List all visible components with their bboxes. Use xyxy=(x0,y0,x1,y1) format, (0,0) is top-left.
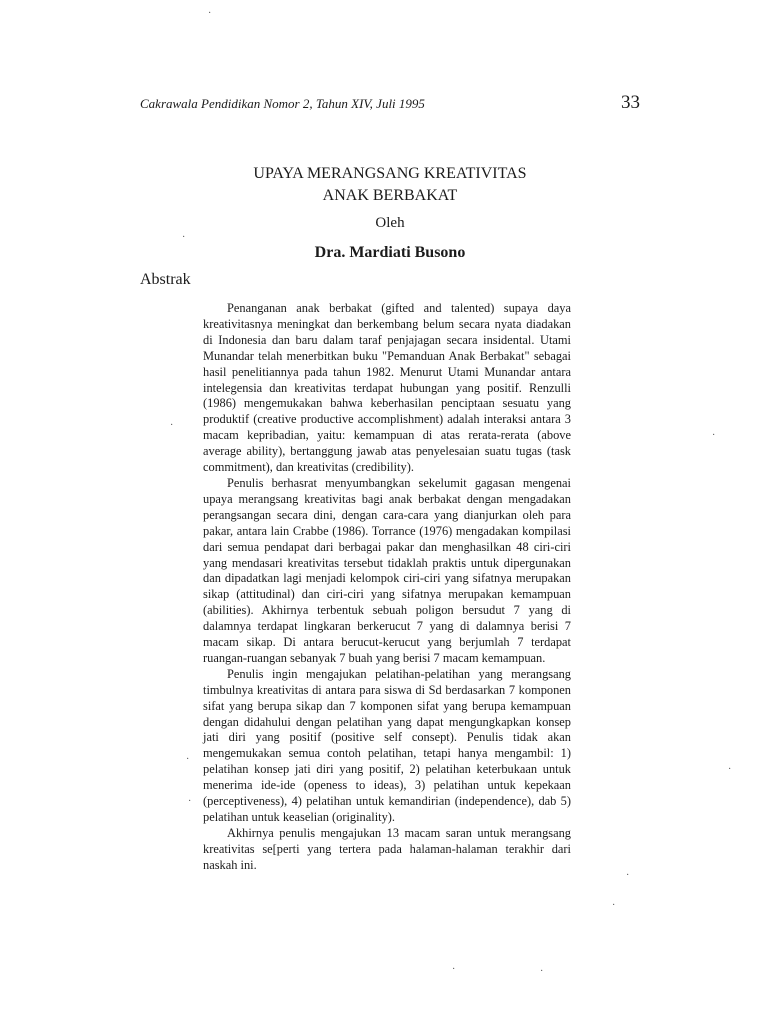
abstract-paragraph-3: Penulis ingin mengajukan pelatihan-pelatihan yang merangsang timbulnya kreativitas di antara para siswa di Sd berdasarkan 7 komponen sifat yang berupa sikap dan 7 komponen sifat yang berupa kemampuan dengan didahului dengan pelatihan yang dapat mengungkapkan konsep jati diri yang positif (positive self consept). Penulis tidak akan mengemukakan semua contoh pelatihan, tetapi hanya mengambil: 1) pelatihan konsep jati diri yang positif, 2) pelatihan keterbukaan untuk menerima ide-ide (openess to ideas), 3) pelatihan untuk kepekaan (perceptiveness), 4) pelatihan untuk kemandirian (independence), dab 5) pelatihan untuk keaselian (originality). xyxy=(203,666,571,824)
journal-citation: Cakrawala Pendidikan Nomor 2, Tahun XIV, Juli 1995 xyxy=(140,96,425,111)
abstract-heading: Abstrak xyxy=(140,271,191,288)
scan-speck: · xyxy=(626,870,630,881)
article-title-line-2: ANAK BERBAKAT xyxy=(322,187,458,204)
scan-speck: · xyxy=(186,754,190,765)
scan-speck: · xyxy=(452,964,456,975)
running-header xyxy=(140,92,640,118)
abstract-paragraph-2: Penulis berhasrat menyumbangkan sekelumit gagasan mengenai upaya merangsang kreativitas bagi anak berbakat dengan mengadakan perangsangan secara dini, dengan cara-cara yang dianjurkan oleh para pakar, antara lain Crabbe (1986). Torrance (1976) mengadakan kompilasi dari semua pendapat dari berbagai pakar dan menghasilkan 48 ciri-ciri yang mendasari kreativitas tersebut tidaklah praktis untuk dipergunakan dan dipadatkan lagi menjadi kelompok ciri-ciri yang sifatnya merupakan sikap (attitudinal) dan ciri-ciri yang sifatnya merupakan kemampuan (abilities). Akhirnya terbentuk sebuah poligon bersudut 7 yang di dalamnya terdapat lingkaran berkerucut 7 yang di dalamnya berisi 7 macam sikap. Di antara berucut-kerucut yang berjumlah 7 terdapat ruangan-ruangan sebanyak 7 buah yang berisi 7 macam kemampuan. xyxy=(203,475,571,665)
scan-speck: · xyxy=(540,966,544,977)
page-number: 33 xyxy=(621,92,640,113)
abstract-paragraph-4: Akhirnya penulis mengajukan 13 macam saran untuk merangsang kreativitas se[perti yang tertera pada halaman-halaman terakhir dari naskah ini. xyxy=(203,825,571,872)
byline-oleh: Oleh xyxy=(375,215,405,231)
scan-speck: · xyxy=(170,420,174,431)
scan-speck: · xyxy=(728,764,732,775)
scan-speck: · xyxy=(188,796,192,807)
scan-speck: · xyxy=(182,232,186,243)
scan-speck: · xyxy=(712,430,716,441)
article-title-line-1: UPAYA MERANGSANG KREATIVITAS xyxy=(253,165,527,182)
abstract-paragraph-1: Penanganan anak berbakat (gifted and talented) supaya daya kreativitasnya meningkat dan berkembang belum secara nyata diadakan di Indonesia dan baru dalam taraf penjajagan secara insidental. Utami Munandar telah menerbitkan buku "Pemanduan Anak Berbakat" sebagai hasil penelitiannya pada tahun 1982. Menurut Utami Munandar antara intelegensia dan kreativitas terdapat hubungan yang positif. Renzulli (1986) mengemukakan bahwa keberhasilan penciptaan sesuatu yang produktif (creative productive accomplishment) adalah interaksi antara 3 macam kepribadian, yaitu: kemampuan di atas rerata-rerata (above average ability), bertanggung jawab atas penyelesaian suatu tugas (task commitment), dan kreativitas (credibility). xyxy=(203,301,571,475)
author-name: Dra. Mardiati Busono xyxy=(314,244,466,261)
abstract-body xyxy=(203,301,571,874)
scan-speck: · xyxy=(208,8,212,19)
scan-speck: · xyxy=(612,900,616,911)
